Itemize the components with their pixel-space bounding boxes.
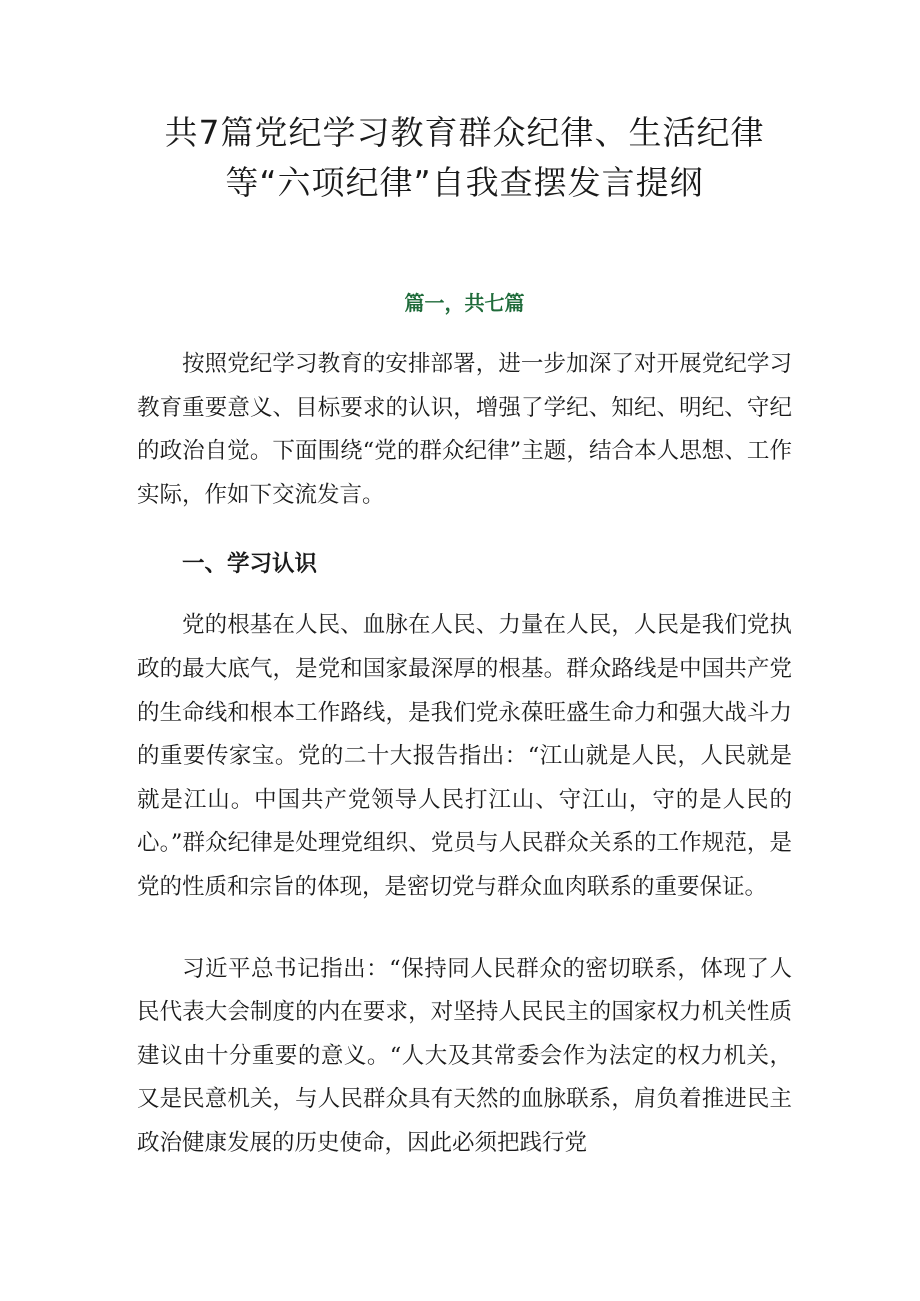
body-paragraph-1: 党的根基在人民、血脉在人民、力量在人民，人民是我们党执政的最大底气，是党和国家最深厚的根基。群众路线是中国共产党的生命线和根本工作路线，是我们党永葆旺盛生命力和强大战斗力的重要传家宝。党的二十大报告指出：“江山就是人民，人民就是就是江山。中国共产党领导人民打江山、守江山，守的是人民的心。”群众纪律是处理党组织、党员与人民群众关系的工作规范，是党的性质和宗旨的体现，是密切党与群众血肉联系的重要保证。	[137, 612, 792, 900]
title-line-1: 共7篇党纪学习教育群众纪律、生活纪律	[164, 113, 765, 152]
subheading-study-understanding: 一、学习认识	[182, 551, 318, 578]
document-title	[137, 108, 792, 208]
intro-paragraph: 按照党纪学习教育的安排部署，进一步加深了对开展党纪学习教育重要意义、目标要求的认识，增强了学纪、知纪、明纪、守纪的政治自觉。下面围绕“党的群众纪律”主题，结合本人思想、工作实际，作如下交流发言。	[137, 351, 792, 508]
title-line-2: 等“六项纪律”自我查摆发言提纲	[225, 163, 704, 202]
section-heading: 篇一，共七篇	[404, 291, 525, 315]
body-paragraph-2: 习近平总书记指出：“保持同人民群众的密切联系，体现了人民代表大会制度的内在要求，对坚持人民民主的国家权力机关性质建议由十分重要的意义。“人大及其常委会作为法定的权力机关，又是民意机关，与人民群众具有天然的血脉联系，肩负着推进民主政治健康发展的历史使命，因此必须把践行党	[137, 955, 792, 1156]
